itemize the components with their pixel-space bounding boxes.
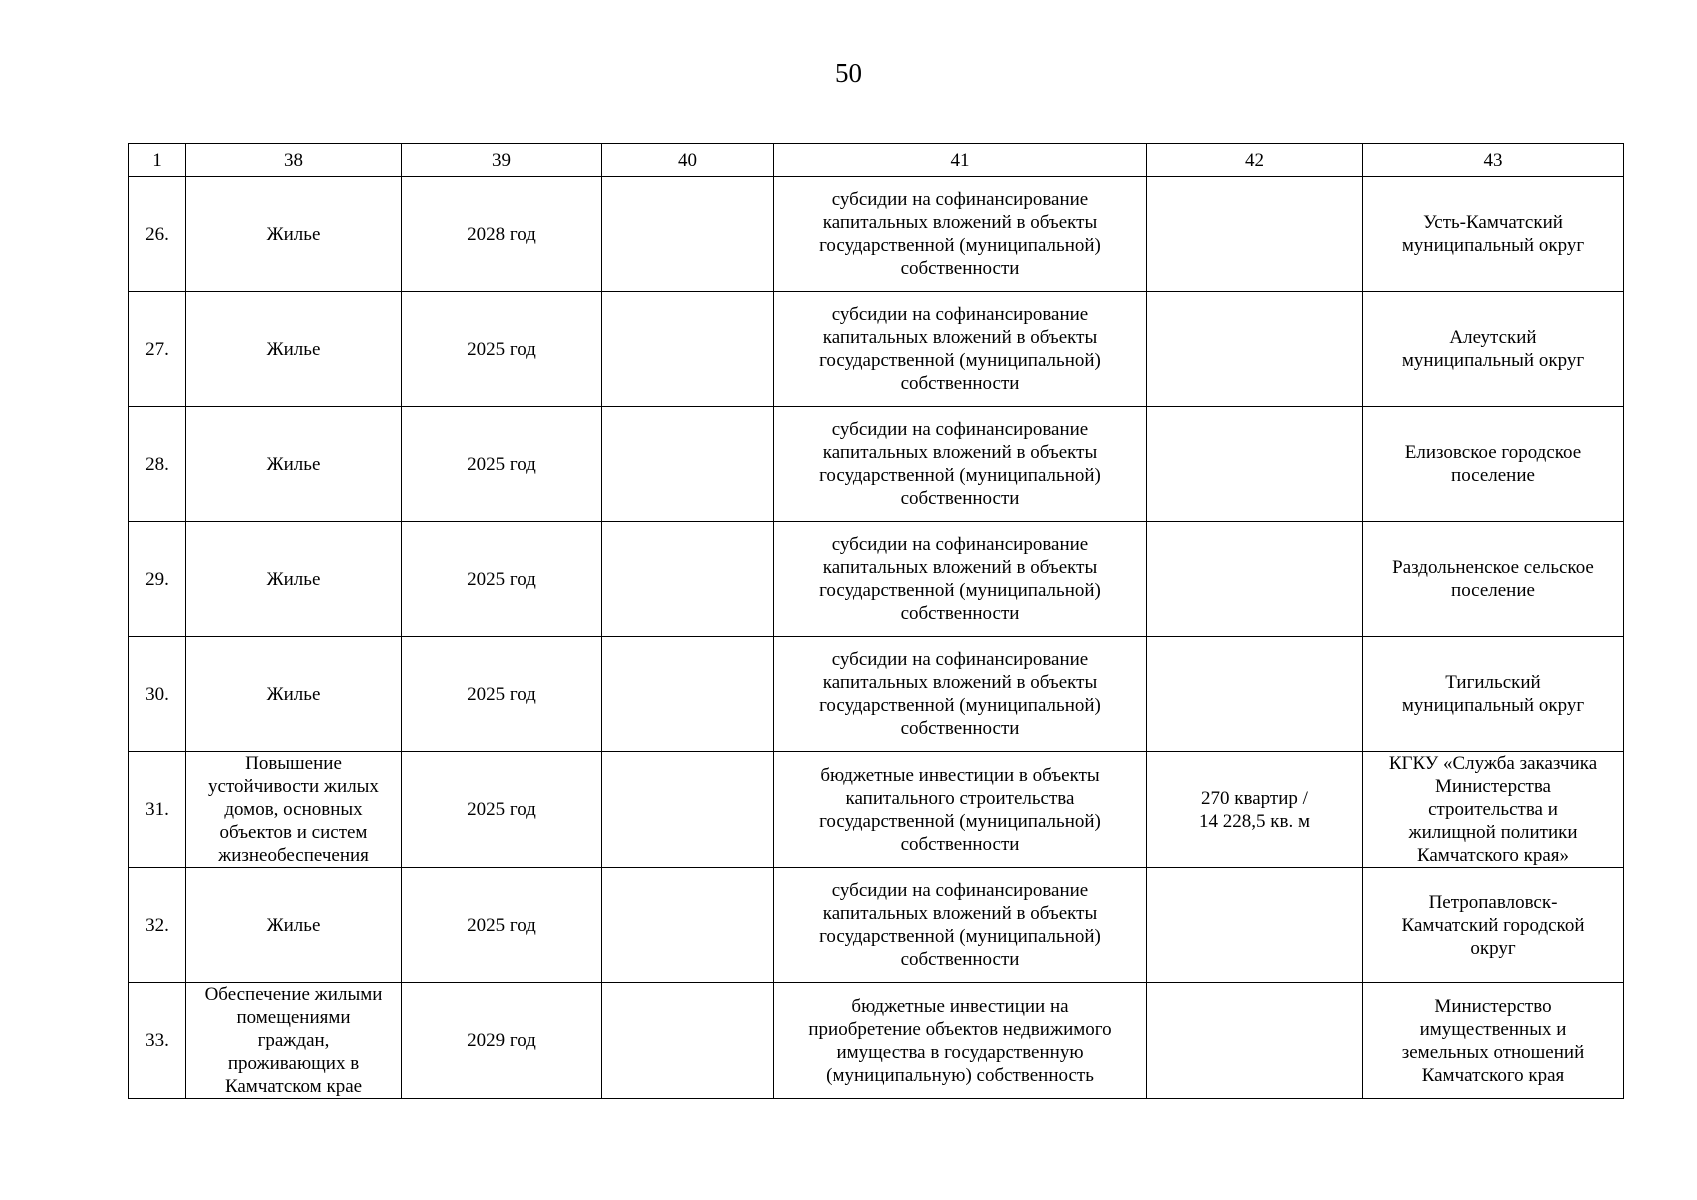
capacity-cell (1147, 177, 1363, 292)
table-row (129, 407, 1624, 522)
funding-type-cell: субсидии на софинансирование капитальных вложений в объекты государственной (муниципальной) собственности (774, 177, 1147, 292)
capacity-cell (1147, 407, 1363, 522)
year-cell: 2029 год (402, 983, 602, 1099)
year-cell: 2025 год (402, 637, 602, 752)
recipient-cell: КГКУ «Служба заказчика Министерства строительства и жилищной политики Камчатского края» (1363, 752, 1624, 868)
col40-cell (602, 292, 774, 407)
object-cell: Обеспечение жилыми помещениями граждан, проживающих в Камчатском крае (186, 983, 402, 1099)
header-cell-39: 39 (402, 144, 602, 177)
page-number: 50 (835, 58, 862, 88)
data-table (128, 143, 1624, 1099)
capacity-cell: 270 квартир / 14 228,5 кв. м (1147, 752, 1363, 868)
capacity-cell (1147, 868, 1363, 983)
funding-type-cell: бюджетные инвестиции в объекты капитального строительства государственной (муниципальной) собственности (774, 752, 1147, 868)
year-cell: 2025 год (402, 752, 602, 868)
col40-cell (602, 177, 774, 292)
capacity-cell (1147, 292, 1363, 407)
year-cell: 2025 год (402, 868, 602, 983)
object-cell: Жилье (186, 637, 402, 752)
capacity-cell (1147, 522, 1363, 637)
funding-type-cell: субсидии на софинансирование капитальных вложений в объекты государственной (муниципальной) собственности (774, 868, 1147, 983)
header-cell-43: 43 (1363, 144, 1624, 177)
recipient-cell: Алеутский муниципальный округ (1363, 292, 1624, 407)
header-cell-1: 1 (129, 144, 186, 177)
header-cell-42: 42 (1147, 144, 1363, 177)
recipient-cell: Министерство имущественных и земельных отношений Камчатского края (1363, 983, 1624, 1099)
object-cell: Повышение устойчивости жилых домов, основных объектов и систем жизнеобеспечения (186, 752, 402, 868)
header-cell-38: 38 (186, 144, 402, 177)
table-row (129, 868, 1624, 983)
row-number-cell: 32. (129, 868, 186, 983)
funding-type-cell: субсидии на софинансирование капитальных вложений в объекты государственной (муниципальной) собственности (774, 407, 1147, 522)
header-cell-40: 40 (602, 144, 774, 177)
table-row (129, 292, 1624, 407)
year-cell: 2025 год (402, 522, 602, 637)
recipient-cell: Петропавловск- Камчатский городской округ (1363, 868, 1624, 983)
col40-cell (602, 522, 774, 637)
recipient-cell: Раздольненское сельское поселение (1363, 522, 1624, 637)
row-number-cell: 29. (129, 522, 186, 637)
funding-type-cell: бюджетные инвестиции на приобретение объектов недвижимого имущества в государственную (муниципальную) собственность (774, 983, 1147, 1099)
year-cell: 2025 год (402, 407, 602, 522)
year-cell: 2028 год (402, 177, 602, 292)
funding-type-cell: субсидии на софинансирование капитальных вложений в объекты государственной (муниципальной) собственности (774, 292, 1147, 407)
table-row (129, 752, 1624, 868)
col40-cell (602, 637, 774, 752)
capacity-cell (1147, 637, 1363, 752)
col40-cell (602, 983, 774, 1099)
year-cell: 2025 год (402, 292, 602, 407)
table-header-row (129, 144, 1624, 177)
row-number-cell: 26. (129, 177, 186, 292)
object-cell: Жилье (186, 868, 402, 983)
capacity-cell (1147, 983, 1363, 1099)
object-cell: Жилье (186, 177, 402, 292)
row-number-cell: 28. (129, 407, 186, 522)
table-row (129, 983, 1624, 1099)
col40-cell (602, 752, 774, 868)
object-cell: Жилье (186, 522, 402, 637)
col40-cell (602, 868, 774, 983)
funding-type-cell: субсидии на софинансирование капитальных вложений в объекты государственной (муниципальной) собственности (774, 522, 1147, 637)
table-row (129, 522, 1624, 637)
header-cell-41: 41 (774, 144, 1147, 177)
table-row (129, 637, 1624, 752)
row-number-cell: 33. (129, 983, 186, 1099)
recipient-cell: Тигильский муниципальный округ (1363, 637, 1624, 752)
funding-type-cell: субсидии на софинансирование капитальных вложений в объекты государственной (муниципальной) собственности (774, 637, 1147, 752)
object-cell: Жилье (186, 407, 402, 522)
col40-cell (602, 407, 774, 522)
recipient-cell: Усть-Камчатский муниципальный округ (1363, 177, 1624, 292)
row-number-cell: 30. (129, 637, 186, 752)
row-number-cell: 31. (129, 752, 186, 868)
recipient-cell: Елизовское городское поселение (1363, 407, 1624, 522)
row-number-cell: 27. (129, 292, 186, 407)
table-row (129, 177, 1624, 292)
object-cell: Жилье (186, 292, 402, 407)
